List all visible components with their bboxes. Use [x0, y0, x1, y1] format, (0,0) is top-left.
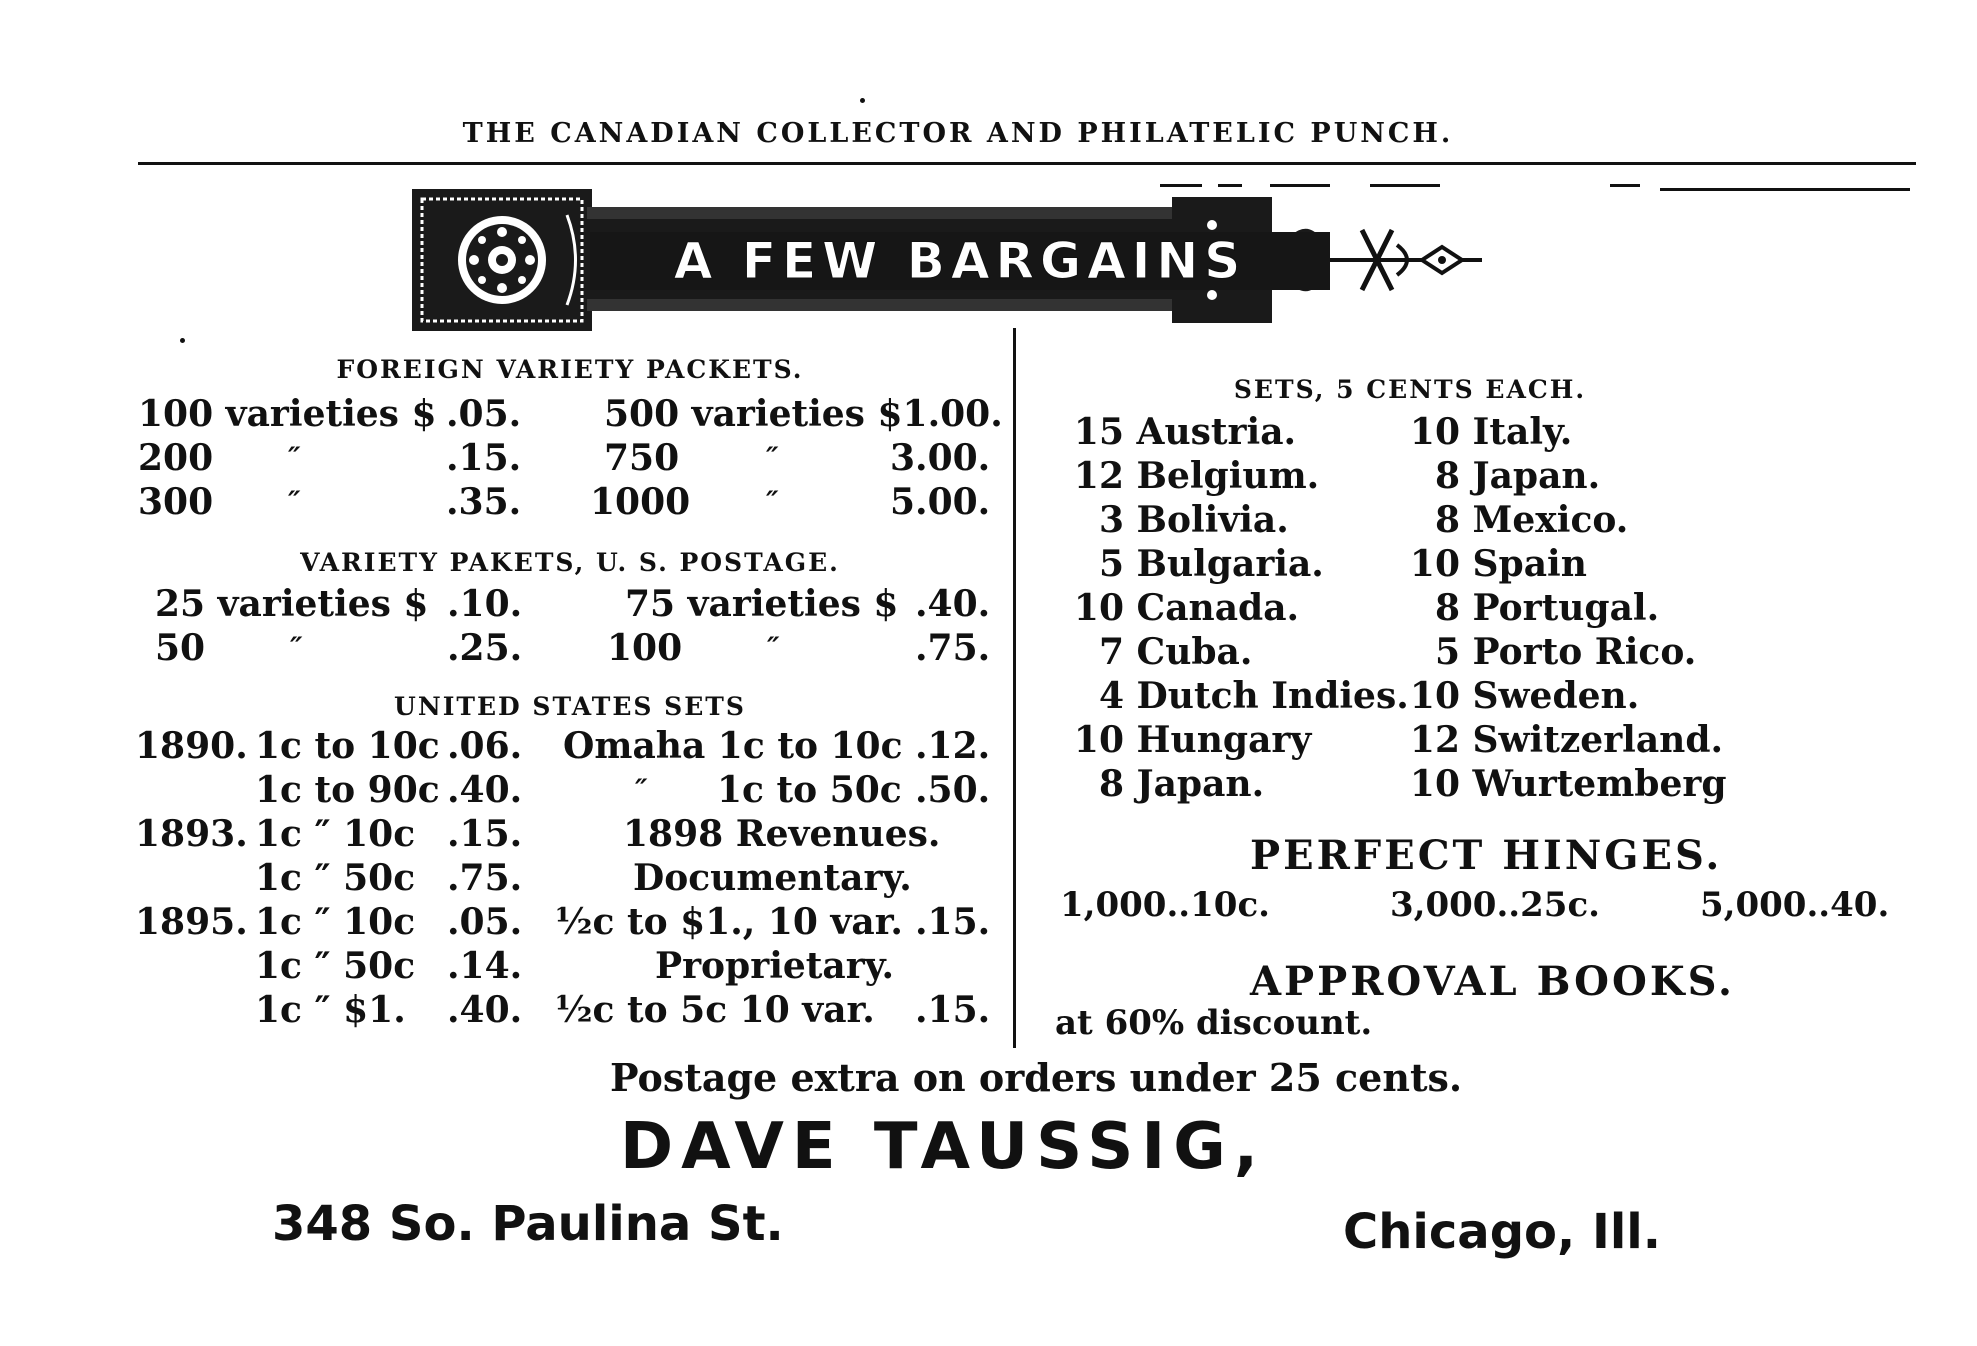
print-speck [180, 338, 185, 343]
foreign-price: .15. [446, 437, 522, 479]
set-item [1390, 762, 1770, 806]
us-set-row [135, 812, 1005, 856]
dealer-address: 348 So. Paulina St. [272, 1196, 784, 1252]
us-postage-qty: 75 varieties $ [625, 583, 899, 625]
us-set-row [135, 856, 1005, 900]
set-count: 4 [1098, 675, 1124, 717]
print-speck [860, 98, 865, 103]
us-set-price: .12. [915, 725, 991, 767]
set-count: 10 [1409, 763, 1460, 805]
us-postage-price: .75. [915, 627, 991, 669]
set-item [1060, 762, 1440, 806]
set-country: Bolivia. [1136, 499, 1289, 541]
set-count: 10 [1409, 675, 1460, 717]
hinge-price: 1,000..10c. [1060, 885, 1270, 925]
us-postage-price: .25. [447, 627, 523, 669]
us-set-year: 1890. [135, 725, 248, 767]
us-set-desc: 1898 Revenues. [623, 813, 941, 855]
set-count: 15 [1073, 411, 1124, 453]
foreign-price: .35. [446, 481, 522, 523]
set-country: Hungary [1136, 719, 1312, 761]
us-set-desc: Omaha 1c to 10c [563, 725, 903, 767]
set-count: 7 [1098, 631, 1124, 673]
set-item [1060, 718, 1440, 762]
foreign-row [138, 436, 1008, 480]
set-count: 8 [1434, 587, 1460, 629]
set-count: 8 [1434, 455, 1460, 497]
set-country: Bulgaria. [1136, 543, 1324, 585]
foreign-qty-price: 500 varieties $1.00. [604, 393, 1003, 435]
set-count: 10 [1073, 719, 1124, 761]
us-set-range: 1c ″ 50c [255, 857, 416, 899]
us-set-price: .06. [447, 725, 523, 767]
us-set-desc: ½c to 5c 10 var. [555, 989, 875, 1031]
set-country: Switzerland. [1472, 719, 1724, 761]
ditto-mark: ″ [290, 631, 303, 664]
set-country: Austria. [1136, 411, 1297, 453]
ditto-mark: ″ [288, 485, 301, 518]
foreign-price: .05. [446, 393, 522, 435]
us-set-range: 1c ″ 50c [255, 945, 416, 987]
us-set-year: 1893. [135, 813, 248, 855]
running-head: THE CANADIAN COLLECTOR AND PHILATELIC PUNCH. [462, 118, 1454, 149]
us-postage-price: .40. [915, 583, 991, 625]
us-set-row [135, 988, 1005, 1032]
hinge-price: 5,000..40. [1700, 885, 1890, 925]
us-sets-heading: UNITED STATES SETS [394, 692, 746, 721]
us-set-price: .40. [447, 989, 523, 1031]
us-set-price: .40. [447, 769, 523, 811]
us-set-row [135, 900, 1005, 944]
set-count: 3 [1098, 499, 1124, 541]
set-count: 8 [1098, 763, 1124, 805]
set-country: Canada. [1136, 587, 1300, 629]
set-country: Japan. [1136, 763, 1265, 805]
approval-heading: APPROVAL BOOKS. [1250, 958, 1735, 1005]
foreign-qty: 750 [604, 437, 680, 479]
us-set-price: .15. [915, 989, 991, 1031]
us-postage-qty: 25 varieties $ [155, 583, 429, 625]
us-set-price: .50. [915, 769, 991, 811]
foreign-price: 3.00. [890, 437, 991, 479]
foreign-price: 5.00. [890, 481, 991, 523]
set-count: 10 [1409, 543, 1460, 585]
set-item [1060, 498, 1440, 542]
us-set-range: 1c ″ $1. [255, 989, 406, 1031]
set-item [1390, 498, 1770, 542]
us-set-price: .15. [447, 813, 523, 855]
foreign-qty: 300 [138, 481, 214, 523]
banner-title: A FEW BARGAINS [590, 232, 1330, 290]
ditto-mark: ″ [288, 441, 301, 474]
us-set-row [135, 768, 1005, 812]
us-set-range: 1c to 10c [255, 725, 440, 767]
us-set-range: 1c ″ 10c [255, 901, 416, 943]
set-country: Spain [1472, 543, 1587, 585]
set-count: 10 [1073, 587, 1124, 629]
set-item [1390, 718, 1770, 762]
set-item [1390, 454, 1770, 498]
us-set-range: 1c to 90c [255, 769, 440, 811]
set-item [1060, 586, 1440, 630]
postage-note: Postage extra on orders under 25 cents. [610, 1055, 1463, 1100]
set-country: Portugal. [1472, 587, 1660, 629]
set-country: Belgium. [1136, 455, 1320, 497]
us-postage-row [155, 626, 1005, 670]
set-country: Cuba. [1136, 631, 1253, 673]
rule-fragment [1660, 188, 1910, 191]
us-set-desc: Documentary. [633, 857, 912, 899]
set-item [1390, 542, 1770, 586]
us-set-row [135, 724, 1005, 768]
set-country: Porto Rico. [1472, 631, 1697, 673]
us-set-range: 1c ″ 10c [255, 813, 416, 855]
set-item [1060, 454, 1440, 498]
foreign-packets-heading: FOREIGN VARIETY PACKETS. [336, 355, 804, 384]
header-rule [138, 162, 1916, 165]
set-count: 5 [1098, 543, 1124, 585]
hinge-price: 3,000..25c. [1390, 885, 1600, 925]
us-set-desc: 1c to 50c [717, 769, 902, 811]
hinges-heading: PERFECT HINGES. [1250, 832, 1723, 879]
us-set-price: .05. [447, 901, 523, 943]
set-country: Italy. [1472, 411, 1573, 453]
us-postage-heading: VARIETY PAKETS, U. S. POSTAGE. [300, 548, 840, 577]
set-count: 8 [1434, 499, 1460, 541]
set-count: 12 [1409, 719, 1460, 761]
set-item [1390, 674, 1770, 718]
us-set-row [135, 944, 1005, 988]
approval-text: at 60% discount. [1055, 1003, 1373, 1043]
set-country: Mexico. [1472, 499, 1629, 541]
column-divider [1013, 328, 1016, 1048]
ditto-mark: ″ [766, 441, 779, 474]
set-item [1060, 542, 1440, 586]
ditto-mark: ″ [767, 631, 780, 664]
us-set-price: .75. [447, 857, 523, 899]
set-count: 10 [1409, 411, 1460, 453]
ditto-mark: ″ [635, 773, 648, 806]
set-country: Japan. [1472, 455, 1601, 497]
us-postage-qty: 100 [607, 627, 683, 669]
us-postage-price: .10. [447, 583, 523, 625]
sets-5c-heading: SETS, 5 CENTS EACH. [1233, 375, 1587, 404]
set-item [1390, 586, 1770, 630]
set-country: Dutch Indies. [1136, 675, 1409, 717]
set-item [1060, 674, 1440, 718]
dealer-city: Chicago, Ill. [1343, 1204, 1661, 1260]
us-postage-qty: 50 [155, 627, 206, 669]
foreign-qty: 100 varieties $ [138, 393, 437, 435]
set-count: 12 [1073, 455, 1124, 497]
foreign-row [138, 480, 1008, 524]
set-count: 5 [1434, 631, 1460, 673]
us-set-desc: Proprietary. [655, 945, 895, 987]
set-item [1060, 630, 1440, 674]
dealer-name: DAVE TAUSSIG, [620, 1110, 1267, 1184]
us-set-year: 1895. [135, 901, 248, 943]
us-set-price: .14. [447, 945, 523, 987]
ditto-mark: ″ [766, 485, 779, 518]
foreign-qty: 200 [138, 437, 214, 479]
us-postage-row [155, 582, 1005, 626]
set-item [1060, 410, 1440, 454]
us-set-price: .15. [915, 901, 991, 943]
foreign-row [138, 392, 1008, 436]
sets-right-list [1390, 410, 1770, 806]
us-set-desc: ½c to $1., 10 var. [555, 901, 903, 943]
set-item [1390, 410, 1770, 454]
set-country: Sweden. [1472, 675, 1640, 717]
foreign-qty: 1000 [590, 481, 691, 523]
sets-left-list [1060, 410, 1440, 806]
set-country: Wurtemberg [1472, 763, 1727, 805]
set-item [1390, 630, 1770, 674]
